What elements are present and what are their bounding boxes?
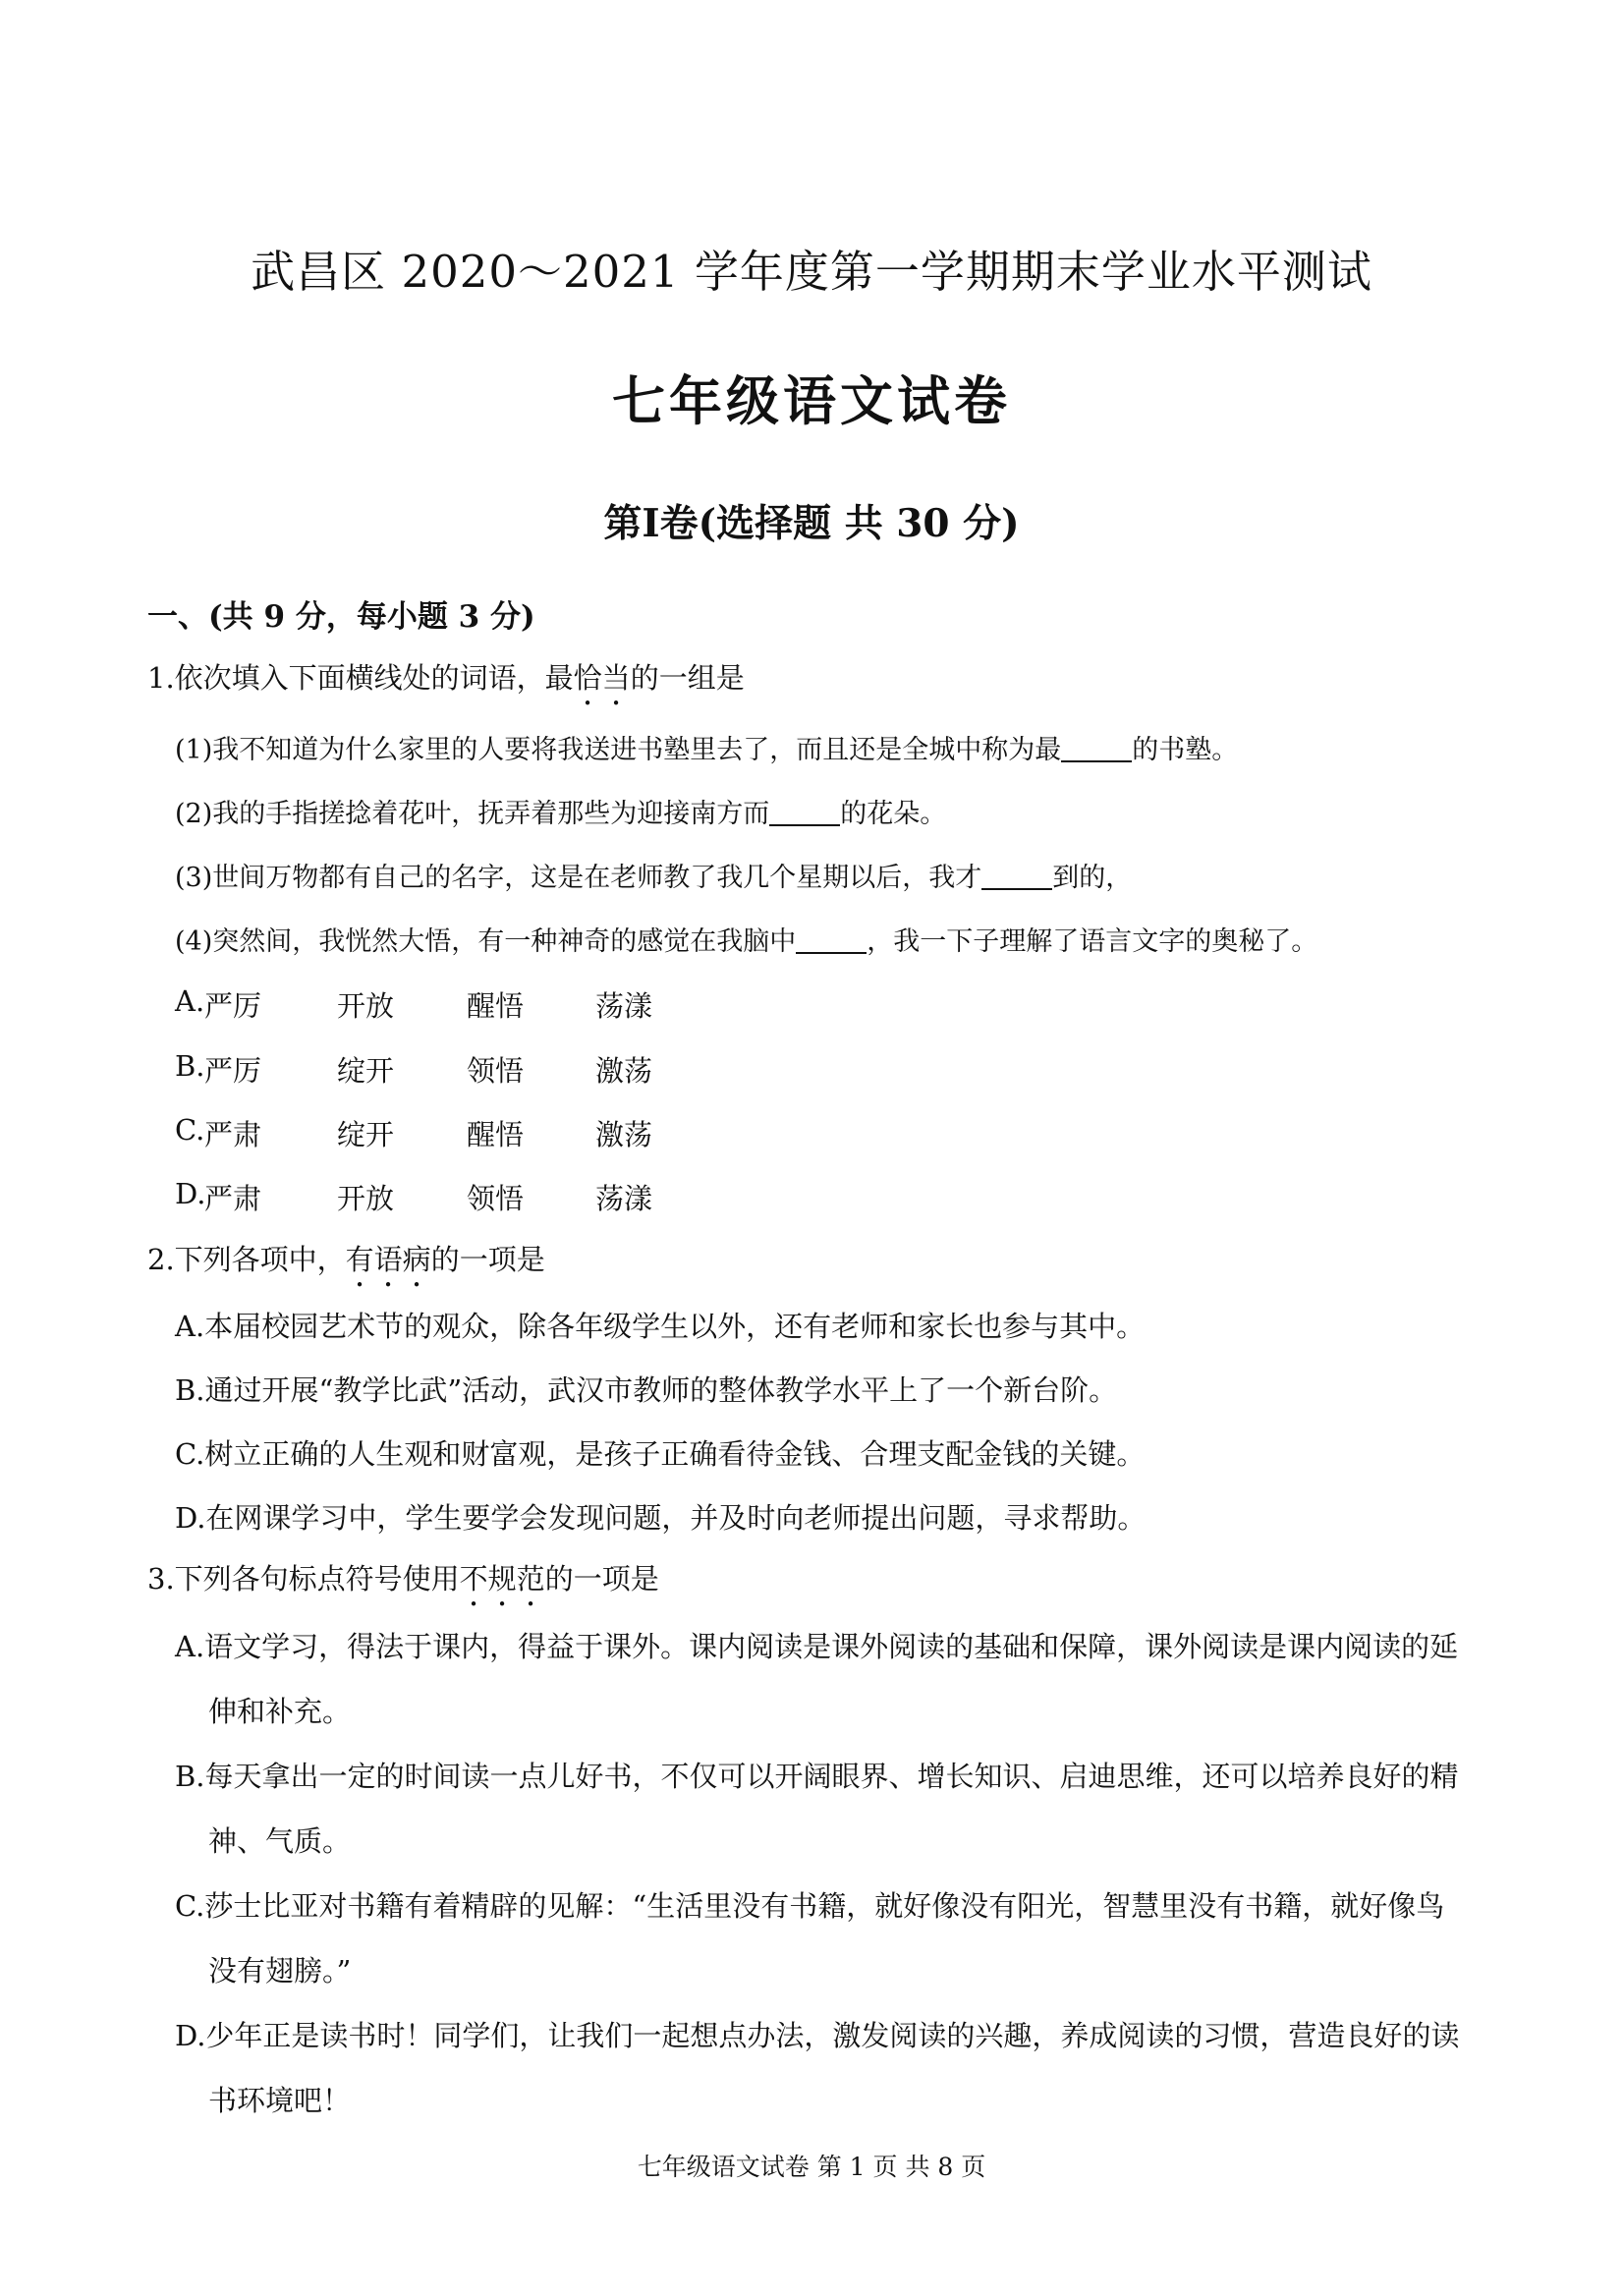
q1-sentence-4	[175, 920, 1317, 958]
fill-blank	[769, 798, 840, 826]
fill-blank	[981, 862, 1052, 890]
sentence-text: ，我一下子理解了语言文字的奥秘了。	[867, 926, 1318, 957]
question-3-stem	[147, 1557, 659, 1613]
q2-option-b: B.通过开展“教学比武”活动，武汉市教师的整体教学水平上了一个新台阶。	[175, 1373, 1118, 1407]
sentence-text: 的花朵。	[840, 799, 947, 829]
option-label: A.	[175, 984, 205, 1018]
sentence-text: (4)突然间，我恍然大悟，有一种神奇的感觉在我脑中	[175, 926, 797, 957]
q1-option-c	[175, 1113, 764, 1152]
q3-option-a-continued: 伸和补充。	[208, 1695, 352, 1728]
q1-option-d	[175, 1177, 764, 1216]
stem-text: 的一项是	[544, 1562, 659, 1596]
option-word: 严肃	[204, 1182, 262, 1215]
exam-title: 武昌区 2020～2021 学年度第一学期期末学业水平测试	[251, 246, 1372, 298]
stem-text: 3.下列各句标点符号使用	[147, 1562, 460, 1596]
part-title: 第Ⅰ卷(选择题 共 30 分)	[603, 501, 1020, 546]
fill-blank	[796, 925, 867, 954]
emphasis-text: 有语病	[345, 1243, 431, 1276]
question-1-stem	[147, 656, 745, 712]
stem-text: 的一项是	[430, 1243, 545, 1276]
q3-option-d-continued: 书环境吧！	[208, 2084, 352, 2117]
q1-option-a	[175, 984, 764, 1024]
stem-text: 1.依次填入下面横线处的词语，最	[147, 661, 574, 695]
option-word: 严厉	[204, 1054, 262, 1088]
q2-option-c: C.树立正确的人生观和财富观，是孩子正确看待金钱、合理支配金钱的关键。	[175, 1437, 1146, 1471]
sentence-text: (2)我的手指搓捻着花叶，抚弄着那些为迎接南方而	[175, 799, 770, 829]
sentence-text: (1)我不知道为什么家里的人要将我送进书塾里去了，而且还是全城中称为最	[175, 735, 1062, 765]
option-word: 开放	[337, 1182, 395, 1215]
option-word: 领悟	[467, 1054, 525, 1088]
q3-option-d: D.少年正是读书时！同学们，让我们一起想点办法，激发阅读的兴趣，养成阅读的习惯，营造良好的读	[175, 2019, 1460, 2052]
option-word: 荡漾	[595, 989, 653, 1023]
option-label: C.	[175, 1113, 205, 1147]
option-word: 荡漾	[595, 1182, 653, 1215]
q3-option-b-continued: 神、气质。	[208, 1824, 352, 1858]
option-word: 严肃	[204, 1118, 262, 1151]
fill-blank	[1061, 734, 1132, 762]
q1-sentence-2	[175, 792, 946, 830]
question-2-stem	[147, 1238, 545, 1294]
section-heading: 一、(共 9 分，每小题 3 分)	[147, 599, 535, 635]
sentence-text: 的书塾。	[1132, 735, 1239, 765]
q2-option-a: A.本届校园艺术节的观众，除各年级学生以外，还有老师和家长也参与其中。	[175, 1310, 1146, 1343]
option-label: D.	[175, 1177, 206, 1210]
option-word: 绽开	[337, 1118, 395, 1151]
q2-option-d: D.在网课学习中，学生要学会发现问题，并及时向老师提出问题，寻求帮助。	[175, 1501, 1147, 1535]
q3-option-c: C.莎士比亚对书籍有着精辟的见解：“生活里没有书籍，就好像没有阳光，智慧里没有书籍，就好像鸟	[175, 1889, 1445, 1923]
option-label: B.	[175, 1049, 205, 1083]
q3-option-a: A.语文学习，得法于课内，得益于课外。课内阅读是课外阅读的基础和保障，课外阅读是课内阅读的延	[175, 1630, 1459, 1663]
option-word: 激荡	[595, 1054, 653, 1088]
option-word: 醒悟	[467, 1118, 525, 1151]
q1-sentence-3	[175, 856, 1132, 894]
stem-text: 2.下列各项中，	[147, 1243, 346, 1276]
stem-text: 的一组是	[630, 661, 745, 695]
option-word: 绽开	[337, 1054, 395, 1088]
option-word: 开放	[337, 989, 395, 1023]
sentence-text: 到的，	[1052, 863, 1133, 893]
emphasis-text: 不规范	[459, 1562, 545, 1596]
q3-option-b: B.每天拿出一定的时间读一点儿好书，不仅可以开阔眼界、增长知识、启迪思维，还可以培养良好的精	[175, 1760, 1459, 1793]
q1-option-b	[175, 1049, 764, 1089]
emphasis-text: 恰当	[573, 661, 631, 695]
option-word: 醒悟	[467, 989, 525, 1023]
option-word: 激荡	[595, 1118, 653, 1151]
page-footer: 七年级语文试卷 第 1 页 共 8 页	[637, 2153, 986, 2181]
option-word: 领悟	[467, 1182, 525, 1215]
q3-option-c-continued: 没有翅膀。”	[208, 1954, 352, 1988]
option-word: 严厉	[204, 989, 262, 1023]
sentence-text: (3)世间万物都有自己的名字，这是在老师教了我几个星期以后，我才	[175, 863, 982, 893]
main-title: 七年级语文试卷	[612, 369, 1011, 432]
q1-sentence-1	[175, 728, 1238, 766]
